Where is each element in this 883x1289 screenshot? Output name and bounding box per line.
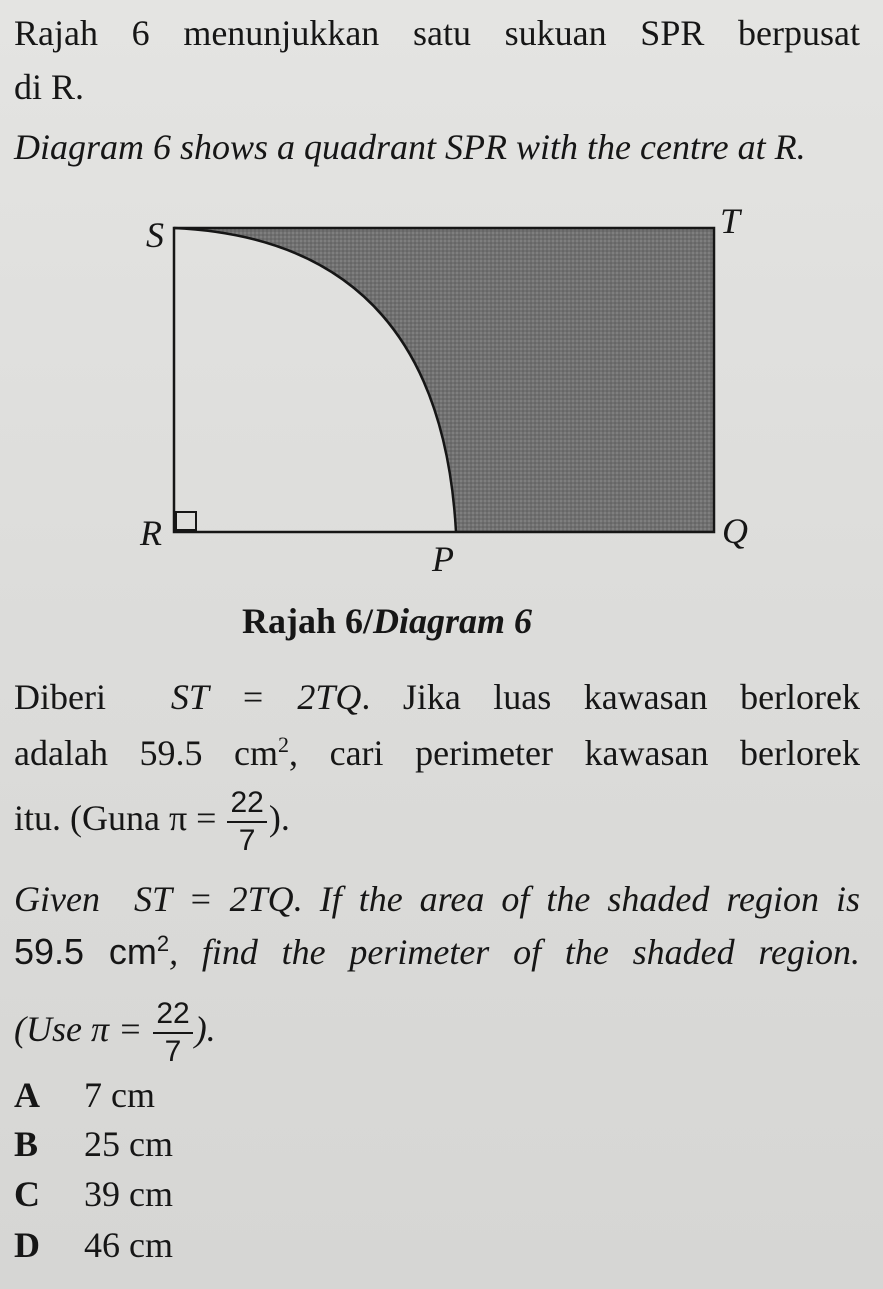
question-malay-line1: Diberi ST = 2TQ. Jika luas kawasan berlorek bbox=[14, 677, 861, 717]
option-d[interactable]: D 46 cm bbox=[14, 1225, 173, 1265]
option-b[interactable]: B 25 cm bbox=[14, 1124, 173, 1164]
label-T: T bbox=[720, 201, 741, 241]
intro-malay-line1: Rajah 6 menunjukkan satu sukuan SPR berpusat bbox=[14, 13, 860, 53]
question-english-line1: Given ST = 2TQ. If the area of the shaded region is bbox=[14, 879, 860, 919]
pi-fraction-malay: $\frac{22}{7}$ bbox=[227, 787, 266, 856]
intro-english: Diagram 6 shows a quadrant SPR with the centre at R. bbox=[14, 127, 806, 167]
question-english-line3: (Use π = $\frac{22}{7}$ ). bbox=[14, 997, 216, 1068]
label-Q: Q bbox=[722, 511, 748, 551]
label-S: S bbox=[146, 215, 164, 255]
question-english-line2: 59.5 $cm^2$, find the perimeter of the shaded region. bbox=[14, 931, 860, 972]
label-R: R bbox=[140, 513, 162, 553]
right-angle-marker bbox=[176, 512, 196, 530]
question-malay-line2: adalah 59.5 $cm^2$, cari perimeter kawasan berlorek bbox=[14, 732, 860, 773]
label-P: P bbox=[432, 539, 454, 579]
intro-malay-line2: di R. bbox=[14, 67, 85, 107]
option-c[interactable]: C 39 cm bbox=[14, 1174, 173, 1214]
question-malay-line3: itu. (Guna π = $\frac{22}{7}$ ). bbox=[14, 786, 290, 857]
shaded-region bbox=[174, 228, 714, 532]
pi-fraction-english: $\frac{22}{7}$ bbox=[153, 998, 192, 1067]
diagram-caption: Rajah 6/Diagram 6 bbox=[242, 601, 533, 641]
option-a[interactable]: A 7 cm bbox=[14, 1075, 155, 1115]
